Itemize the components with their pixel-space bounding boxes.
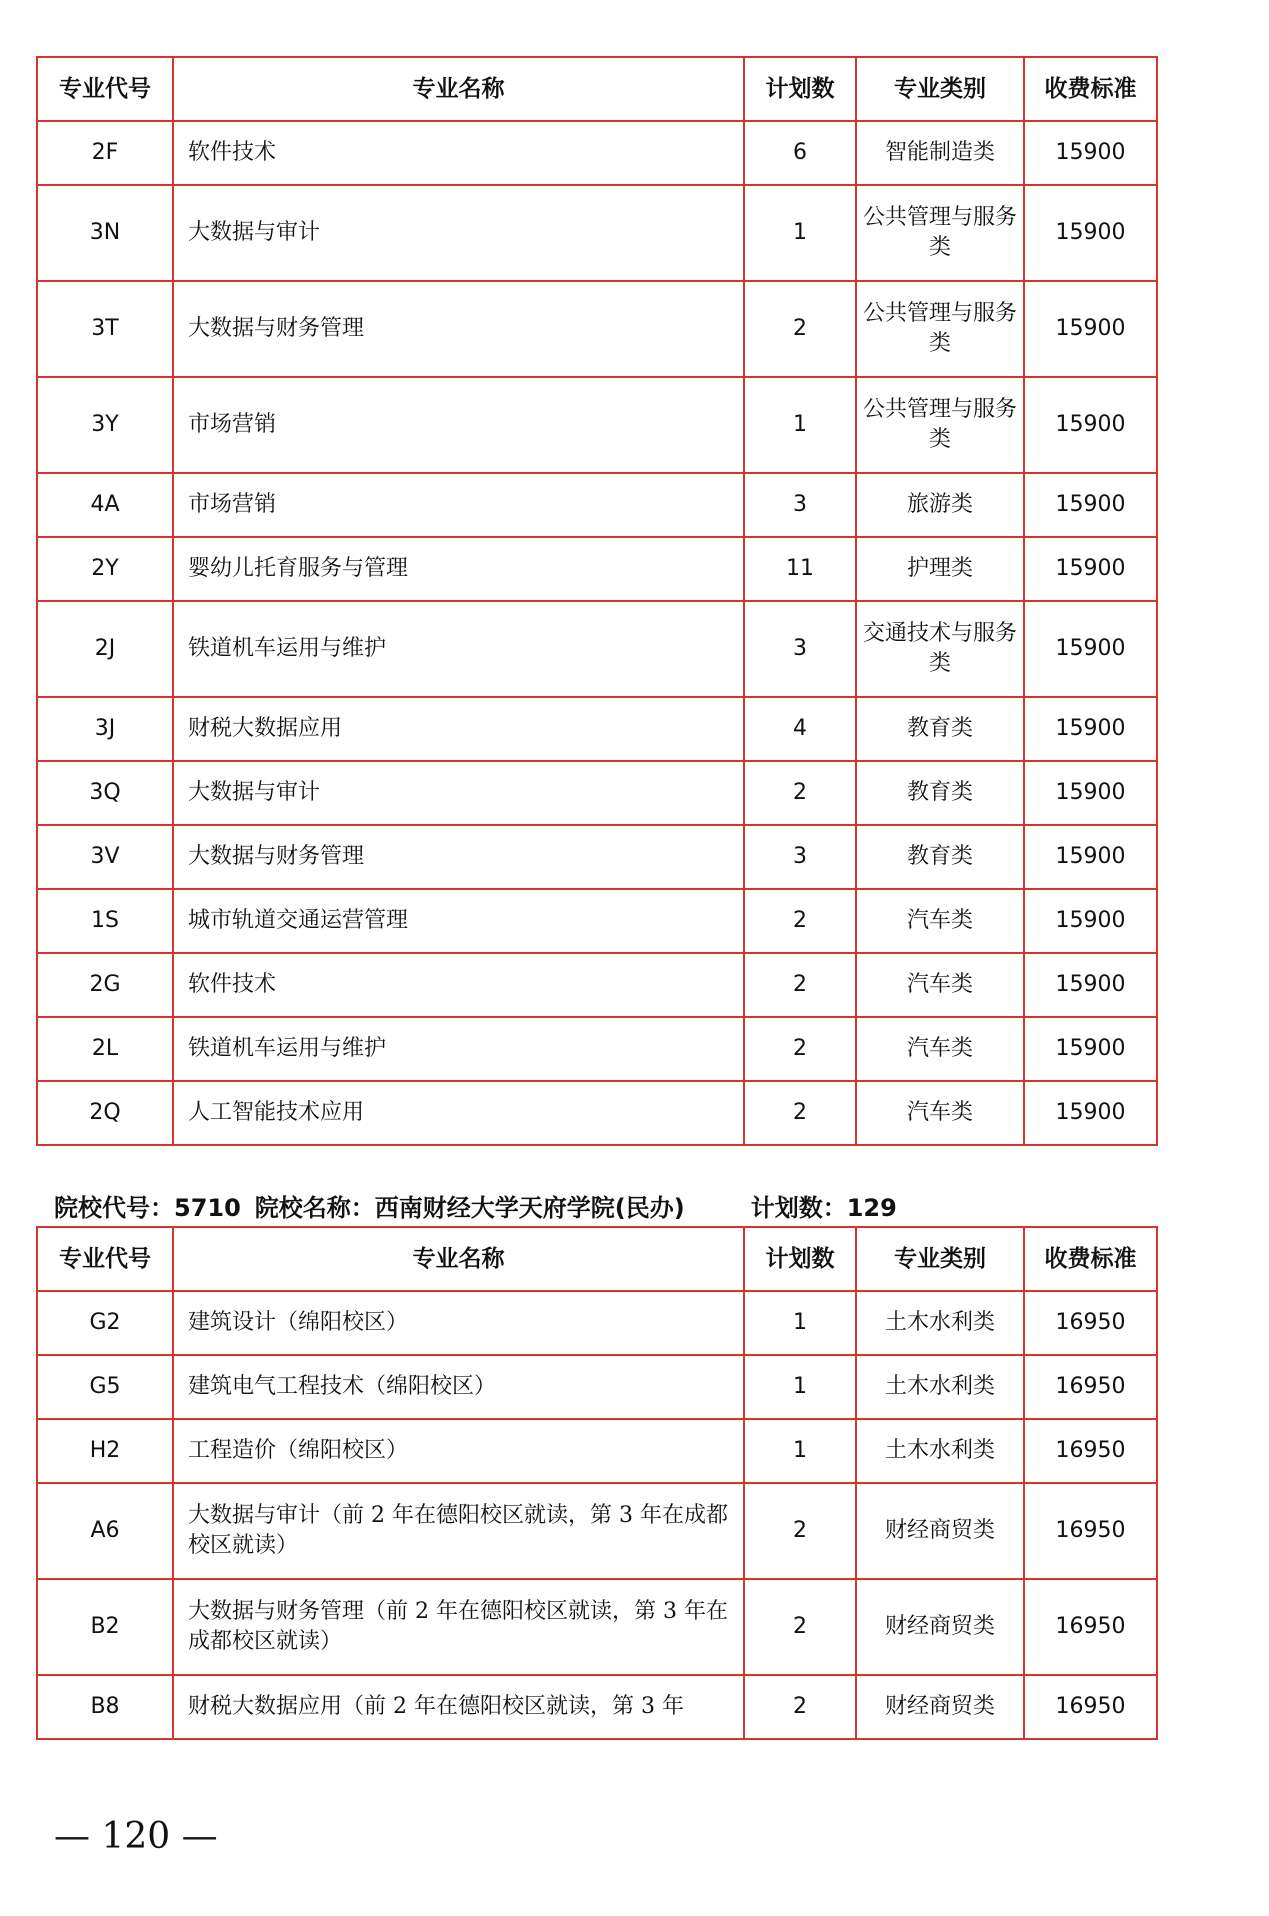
cell-name: 建筑电气工程技术（绵阳校区） xyxy=(173,1355,744,1419)
cell-fee: 15900 xyxy=(1024,889,1157,953)
admission-table-1 xyxy=(36,56,1158,1146)
cell-plan: 3 xyxy=(744,825,856,889)
cell-category: 教育类 xyxy=(856,697,1024,761)
cell-plan: 1 xyxy=(744,1291,856,1355)
header-name: 专业名称 xyxy=(173,1227,744,1291)
table-row xyxy=(37,1675,1157,1739)
page-number: — 120 — xyxy=(54,1816,218,1857)
cell-category: 财经商贸类 xyxy=(856,1483,1024,1579)
table-row xyxy=(37,889,1157,953)
cell-name: 大数据与审计（前 2 年在德阳校区就读，第 3 年在成都校区就读） xyxy=(173,1483,744,1579)
cell-fee: 16950 xyxy=(1024,1355,1157,1419)
cell-category: 土木水利类 xyxy=(856,1291,1024,1355)
cell-name: 软件技术 xyxy=(173,121,744,185)
cell-code: B2 xyxy=(37,1579,173,1675)
header-fee: 收费标准 xyxy=(1024,57,1157,121)
cell-code: B8 xyxy=(37,1675,173,1739)
cell-plan: 2 xyxy=(744,1579,856,1675)
cell-fee: 16950 xyxy=(1024,1483,1157,1579)
cell-category: 财经商贸类 xyxy=(856,1675,1024,1739)
cell-name: 工程造价（绵阳校区） xyxy=(173,1419,744,1483)
table-row xyxy=(37,377,1157,473)
header-plan: 计划数 xyxy=(744,1227,856,1291)
table-header-row xyxy=(37,1227,1157,1291)
cell-name: 市场营销 xyxy=(173,377,744,473)
table-row xyxy=(37,953,1157,1017)
cell-name: 人工智能技术应用 xyxy=(173,1081,744,1145)
cell-plan: 4 xyxy=(744,697,856,761)
header-fee: 收费标准 xyxy=(1024,1227,1157,1291)
cell-category: 汽车类 xyxy=(856,889,1024,953)
cell-name: 大数据与审计 xyxy=(173,761,744,825)
cell-plan: 1 xyxy=(744,1419,856,1483)
cell-fee: 15900 xyxy=(1024,377,1157,473)
cell-code: 2G xyxy=(37,953,173,1017)
cell-fee: 15900 xyxy=(1024,473,1157,537)
header-code: 专业代号 xyxy=(37,1227,173,1291)
cell-plan: 11 xyxy=(744,537,856,601)
cell-category: 交通技术与服务类 xyxy=(856,601,1024,697)
cell-plan: 2 xyxy=(744,761,856,825)
admission-table-2 xyxy=(36,1226,1158,1740)
cell-fee: 16950 xyxy=(1024,1675,1157,1739)
table-row xyxy=(37,1579,1157,1675)
header-category: 专业类别 xyxy=(856,57,1024,121)
cell-plan: 2 xyxy=(744,1675,856,1739)
cell-name: 财税大数据应用（前 2 年在德阳校区就读，第 3 年 xyxy=(173,1675,744,1739)
cell-category: 汽车类 xyxy=(856,1017,1024,1081)
cell-fee: 16950 xyxy=(1024,1579,1157,1675)
cell-fee: 16950 xyxy=(1024,1291,1157,1355)
cell-category: 财经商贸类 xyxy=(856,1579,1024,1675)
cell-plan: 1 xyxy=(744,1355,856,1419)
cell-category: 公共管理与服务类 xyxy=(856,377,1024,473)
school-info-line xyxy=(54,1188,911,1223)
cell-code: H2 xyxy=(37,1419,173,1483)
table-row xyxy=(37,473,1157,537)
cell-category: 公共管理与服务类 xyxy=(856,281,1024,377)
cell-plan: 2 xyxy=(744,889,856,953)
cell-plan: 2 xyxy=(744,1017,856,1081)
table-row xyxy=(37,1483,1157,1579)
table-row xyxy=(37,601,1157,697)
cell-category: 护理类 xyxy=(856,537,1024,601)
cell-code: 3Y xyxy=(37,377,173,473)
cell-category: 汽车类 xyxy=(856,953,1024,1017)
cell-fee: 15900 xyxy=(1024,697,1157,761)
cell-fee: 15900 xyxy=(1024,537,1157,601)
header-category: 专业类别 xyxy=(856,1227,1024,1291)
table-row xyxy=(37,825,1157,889)
cell-category: 旅游类 xyxy=(856,473,1024,537)
table-row xyxy=(37,1355,1157,1419)
cell-plan: 2 xyxy=(744,953,856,1017)
cell-code: 2L xyxy=(37,1017,173,1081)
cell-code: 3T xyxy=(37,281,173,377)
table-row xyxy=(37,121,1157,185)
table-row xyxy=(37,1081,1157,1145)
cell-category: 汽车类 xyxy=(856,1081,1024,1145)
cell-code: 3V xyxy=(37,825,173,889)
cell-code: 3N xyxy=(37,185,173,281)
cell-fee: 15900 xyxy=(1024,185,1157,281)
cell-fee: 15900 xyxy=(1024,281,1157,377)
cell-name: 大数据与财务管理 xyxy=(173,825,744,889)
table-row xyxy=(37,761,1157,825)
school-name: 院校名称：西南财经大学天府学院(民办) xyxy=(254,1194,685,1222)
cell-name: 财税大数据应用 xyxy=(173,697,744,761)
cell-fee: 15900 xyxy=(1024,601,1157,697)
cell-name: 城市轨道交通运营管理 xyxy=(173,889,744,953)
table-row xyxy=(37,1017,1157,1081)
cell-name: 市场营销 xyxy=(173,473,744,537)
cell-category: 教育类 xyxy=(856,825,1024,889)
cell-code: 1S xyxy=(37,889,173,953)
table-row xyxy=(37,281,1157,377)
cell-category: 智能制造类 xyxy=(856,121,1024,185)
school-code: 院校代号：5710 xyxy=(54,1194,241,1222)
cell-fee: 16950 xyxy=(1024,1419,1157,1483)
cell-plan: 6 xyxy=(744,121,856,185)
cell-code: 2Y xyxy=(37,537,173,601)
cell-code: 2J xyxy=(37,601,173,697)
table-row xyxy=(37,537,1157,601)
header-plan: 计划数 xyxy=(744,57,856,121)
cell-code: G5 xyxy=(37,1355,173,1419)
table-row xyxy=(37,1419,1157,1483)
cell-category: 土木水利类 xyxy=(856,1419,1024,1483)
cell-name: 软件技术 xyxy=(173,953,744,1017)
cell-name: 大数据与财务管理 xyxy=(173,281,744,377)
cell-plan: 2 xyxy=(744,1081,856,1145)
cell-name: 建筑设计（绵阳校区） xyxy=(173,1291,744,1355)
cell-plan: 2 xyxy=(744,281,856,377)
cell-name: 铁道机车运用与维护 xyxy=(173,601,744,697)
table-row xyxy=(37,697,1157,761)
cell-plan: 3 xyxy=(744,473,856,537)
cell-code: 4A xyxy=(37,473,173,537)
cell-fee: 15900 xyxy=(1024,825,1157,889)
cell-name: 婴幼儿托育服务与管理 xyxy=(173,537,744,601)
table-row xyxy=(37,185,1157,281)
cell-code: G2 xyxy=(37,1291,173,1355)
cell-category: 教育类 xyxy=(856,761,1024,825)
cell-fee: 15900 xyxy=(1024,1081,1157,1145)
cell-code: 2Q xyxy=(37,1081,173,1145)
cell-code: 3Q xyxy=(37,761,173,825)
table-header-row xyxy=(37,57,1157,121)
cell-fee: 15900 xyxy=(1024,953,1157,1017)
header-code: 专业代号 xyxy=(37,57,173,121)
cell-plan: 1 xyxy=(744,185,856,281)
cell-name: 大数据与审计 xyxy=(173,185,744,281)
cell-fee: 15900 xyxy=(1024,761,1157,825)
cell-code: 2F xyxy=(37,121,173,185)
cell-name: 大数据与财务管理（前 2 年在德阳校区就读，第 3 年在成都校区就读） xyxy=(173,1579,744,1675)
cell-plan: 2 xyxy=(744,1483,856,1579)
cell-code: 3J xyxy=(37,697,173,761)
cell-name: 铁道机车运用与维护 xyxy=(173,1017,744,1081)
cell-fee: 15900 xyxy=(1024,1017,1157,1081)
school-plan: 计划数：129 xyxy=(750,1194,897,1222)
cell-code: A6 xyxy=(37,1483,173,1579)
table-row xyxy=(37,1291,1157,1355)
cell-category: 公共管理与服务类 xyxy=(856,185,1024,281)
cell-plan: 3 xyxy=(744,601,856,697)
cell-category: 土木水利类 xyxy=(856,1355,1024,1419)
cell-plan: 1 xyxy=(744,377,856,473)
header-name: 专业名称 xyxy=(173,57,744,121)
cell-fee: 15900 xyxy=(1024,121,1157,185)
